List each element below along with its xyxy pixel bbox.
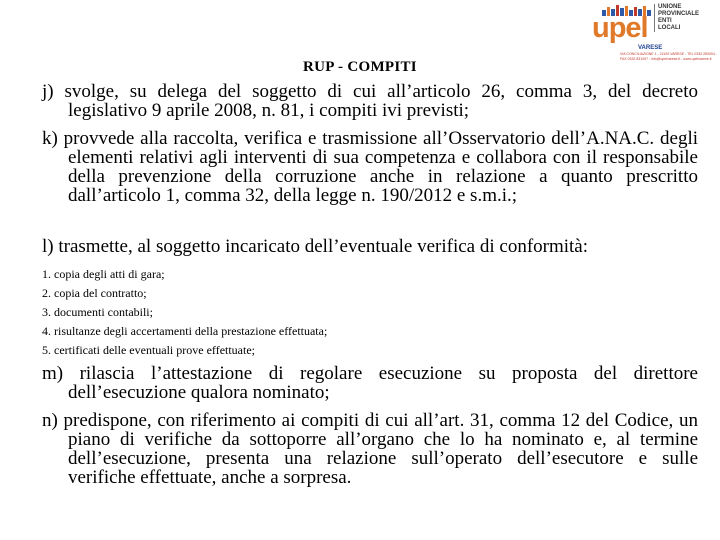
logo-side-line: PROVINCIALE <box>658 11 700 17</box>
logo-side-line: ENTI <box>658 18 672 24</box>
logo-side-line: LOCALI <box>658 25 681 31</box>
slide-title: RUP - COMPITI <box>303 59 417 75</box>
item-l: l) trasmette, al soggetto incaricato dell’eventuale verifica di conformità: <box>42 236 589 257</box>
documents-sublist <box>42 265 642 360</box>
logo-side-line: UNIONE <box>658 4 682 10</box>
item-m: m) rilascia l’attestazione di regolare esecuzione su proposta del direttore dell’esecuzione qualora nominato; <box>42 363 698 403</box>
sublist-item: 3. documenti contabili; <box>42 305 153 319</box>
item-n: n) predispone, con riferimento ai compiti di cui all’art. 31, comma 12 del Codice, un piano di verifiche da sottoporre all’organo che lo ha nominato e, al termine dell’esecuzione, presenta una relazione sull’operato dell’esecutore e sulle verifiche effettuate, anche a sorpresa. <box>42 410 698 488</box>
sublist-item: 2. copia del contratto; <box>42 286 147 300</box>
logo-wordmark: upel <box>592 12 648 44</box>
sublist-item: 4. risultanze degli accertamenti della prestazione effettuata; <box>42 324 328 338</box>
sublist-item: 1. copia degli atti di gara; <box>42 267 165 281</box>
logo-fine-print: VIA CONCILIAZIONE 1 - 21100 VARESE - TEL 0332 283004 - FAX 0332 831097 - info@upelvarese.it - www.upelvarese.it <box>620 52 717 61</box>
logo-city: VARESE <box>638 45 663 51</box>
item-k: k) provvede alla raccolta, verifica e trasmissione all’Osservatorio dell’A.NA.C. degli elementi relativi agli interventi di sua competenza e collabora con il responsabile della prevenzione della corruzione anche in relazione a quanto prescritto dall’articolo 1, comma 32, della legge n. 190/2012 e s.m.i.; <box>42 128 698 206</box>
logo-side-text <box>654 4 718 32</box>
item-j: j) svolge, su delega del soggetto di cui all’articolo 26, comma 3, del decreto legislativo 9 aprile 2008, n. 81, i compiti ivi previsti; <box>42 81 698 121</box>
sublist-item: 5. certificati delle eventuali prove effettuate; <box>42 343 256 357</box>
